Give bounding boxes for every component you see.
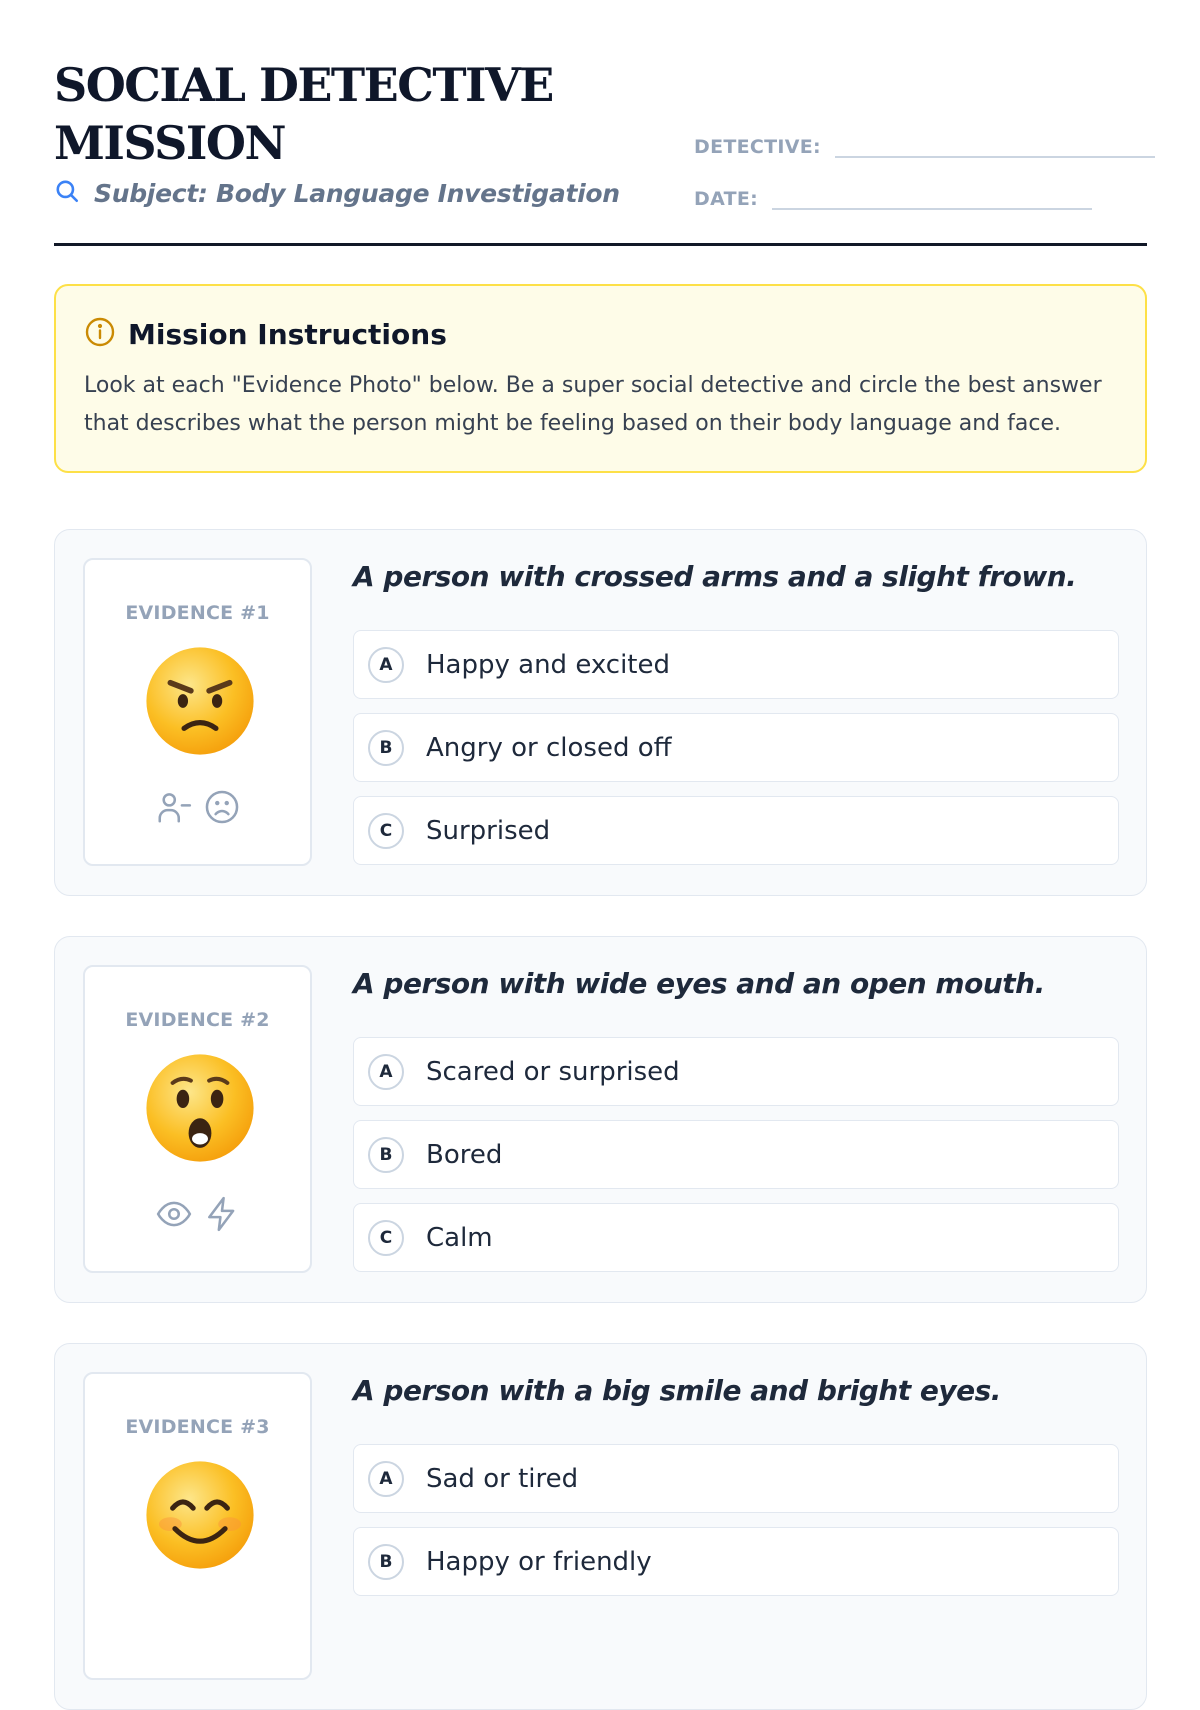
answer-option-b[interactable] <box>353 713 1119 782</box>
evidence-icons <box>85 1195 310 1238</box>
evidence-photo-3 <box>83 1372 312 1680</box>
worksheet-header <box>54 0 1147 246</box>
option-letter: A <box>368 647 404 683</box>
option-letter: B <box>368 730 404 766</box>
option-text: Bored <box>426 1139 503 1170</box>
evidence-label: EVIDENCE #1 <box>125 602 270 624</box>
detective-input-line[interactable] <box>835 128 1155 158</box>
eye-icon <box>155 1195 193 1238</box>
instructions-header <box>84 316 1117 353</box>
detective-label: DETECTIVE: <box>694 136 821 158</box>
instructions-text: Look at each "Evidence Photo" below. Be a super social detective and circle the best answer that describes what the person might be feeling based on their body language and face. <box>84 373 1102 436</box>
page-title: SOCIAL DETECTIVE MISSION <box>54 58 553 170</box>
search-icon <box>54 178 80 209</box>
answer-option-c[interactable] <box>353 796 1119 865</box>
frown-icon <box>203 788 241 831</box>
answer-option-c[interactable] <box>353 1203 1119 1272</box>
date-label: DATE: <box>694 188 759 210</box>
evidence-photo-1 <box>83 558 312 866</box>
page-subtitle: Subject: Body Language Investigation <box>94 179 620 208</box>
date-field <box>694 180 1092 210</box>
option-letter: A <box>368 1461 404 1497</box>
evidence-card-3 <box>54 1343 1147 1710</box>
angry-face-emoji-icon <box>143 644 257 758</box>
evidence-card-1 <box>54 529 1147 896</box>
option-text: Surprised <box>426 815 551 846</box>
evidence-card-2 <box>54 936 1147 1303</box>
answer-option-a[interactable] <box>353 1037 1119 1106</box>
option-letter: C <box>368 1220 404 1256</box>
answer-option-b[interactable] <box>353 1527 1119 1596</box>
evidence-label: EVIDENCE #2 <box>125 1009 270 1031</box>
answer-option-b[interactable] <box>353 1120 1119 1189</box>
instructions-box <box>54 284 1147 473</box>
evidence-question: A person with a big smile and bright eyes. <box>353 1374 1001 1407</box>
surprised-face-emoji-icon <box>143 1051 257 1165</box>
answer-option-a[interactable] <box>353 630 1119 699</box>
option-text: Calm <box>426 1222 493 1253</box>
date-input-line[interactable] <box>772 180 1092 210</box>
option-text: Scared or surprised <box>426 1056 680 1087</box>
evidence-label: EVIDENCE #3 <box>125 1416 270 1438</box>
subject-line <box>54 178 620 209</box>
option-text: Happy and excited <box>426 649 671 680</box>
option-text: Sad or tired <box>426 1463 579 1494</box>
info-icon <box>84 316 116 353</box>
evidence-question: A person with wide eyes and an open mouth. <box>353 967 1045 1000</box>
instructions-title: Mission Instructions <box>128 318 447 351</box>
option-letter: A <box>368 1054 404 1090</box>
detective-field <box>694 128 1155 158</box>
worksheet <box>54 0 1147 1577</box>
evidence-icons <box>85 788 310 831</box>
answer-option-a[interactable] <box>353 1444 1119 1513</box>
option-letter: B <box>368 1137 404 1173</box>
option-letter: B <box>368 1544 404 1580</box>
smiling-face-emoji-icon <box>143 1458 257 1572</box>
evidence-photo-2 <box>83 965 312 1273</box>
option-text: Happy or friendly <box>426 1546 652 1577</box>
user-minus-icon <box>155 788 193 831</box>
evidence-question: A person with crossed arms and a slight frown. <box>353 560 1077 593</box>
lightning-icon <box>203 1195 241 1238</box>
option-text: Angry or closed off <box>426 732 672 763</box>
option-letter: C <box>368 813 404 849</box>
